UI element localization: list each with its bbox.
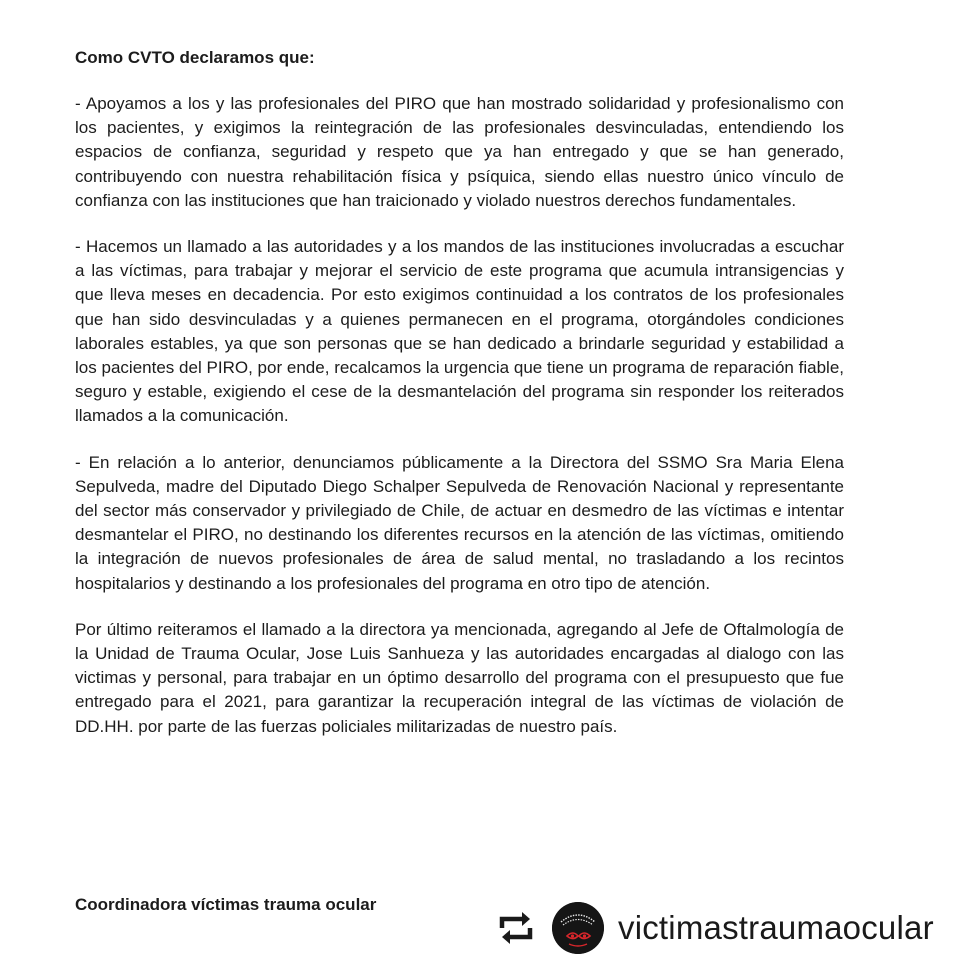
document-signature: Coordinadora víctimas trauma ocular — [75, 895, 377, 914]
repost-attribution[interactable] — [496, 898, 934, 958]
paragraph-support: - Apoyamos a los y las profesionales del PIRO que han mostrado solidaridad y profesionalismo con los pacientes, y exigimos la reintegración de las profesionales desvinculadas, entendiendo los espacios de confianza, seguridad y respeto que ya han entregado y que se han generado, contribuyendo con nuestra rehabilitación física y psíquica, siendo ellas nuestro único vínculo de confianza con las instituciones que han traicionado y violado nuestros derechos fundamentales. — [75, 94, 844, 210]
repost-icon[interactable] — [496, 908, 536, 948]
account-avatar[interactable] — [552, 902, 604, 954]
eye-logo-avatar — [552, 902, 604, 954]
paragraph-call-authorities: - Hacemos un llamado a las autoridades y a los mandos de las instituciones involucradas a escuchar a las víctimas, para trabajar y mejorar el servicio de este programa que acumula intransigencias y que lleva meses en decadencia. Por esto exigimos continuidad a los contratos de los profesionales que han sido desvinculadas y a quienes permanecen en el programa, otorgándoles condiciones laborales estables, ya que son personas que se han dedicado a brindarle seguridad y estabilidad a los pacientes del PIRO, por ende, recalcamos la urgencia que tiene un programa de reparación fiable, seguro y estable, exigiendo el cese de la desmantelación del programa sin responder los reiterados llamados a la comunicación. — [75, 237, 844, 426]
document-body — [75, 46, 844, 761]
paragraph-closing: Por último reiteramos el llamado a la directora ya mencionada, agregando al Jefe de Oftalmología de la Unidad de Trauma Ocular, Jose Luis Sanhueza y las autoridades encargadas al dialogo con las victimas y personal, para trabajar en un óptimo desarrollo del programa con el presupuesto que fue entregado para el 2021, para garantizar la recuperación integral de las víctimas de violación de DD.HH. por parte de las fuerzas policiales militarizadas de nuestro país. — [75, 619, 844, 736]
account-username[interactable]: victimastraumaocular — [618, 909, 934, 946]
document-heading: Como CVTO declaramos que: — [75, 48, 315, 67]
paragraph-denounce: - En relación a lo anterior, denunciamos públicamente a la Directora del SSMO Sra Maria Elena Sepulveda, madre del Diputado Diego Schalper Sepulveda de Renovación Nacional y representante del sector más conservador y privilegiado de Chile, de actuar en desmedro de las víctimas e intentar desmantelar el PIRO, no destinando los diferentes recursos en la atención de las víctimas, omitiendo la integración de nuevos profesionales de área de salud mental, no trasladando a los recintos hospitalarios y destinando a los profesionales del programa en otro tipo de atención. — [75, 452, 844, 593]
